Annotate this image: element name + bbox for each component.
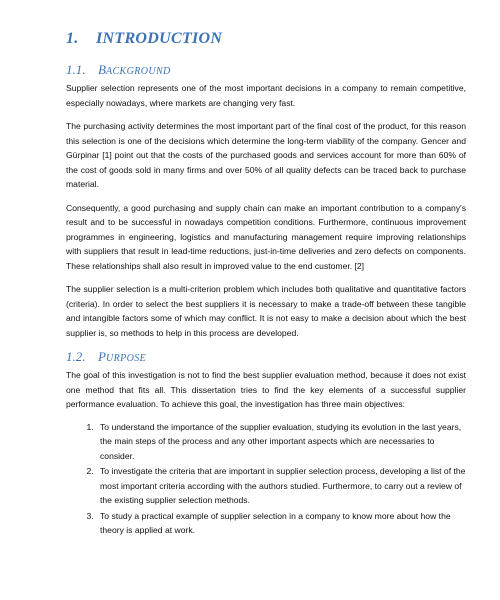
subsection-number: 1.2. bbox=[66, 349, 86, 364]
subsection-heading-purpose bbox=[66, 349, 466, 365]
list-item: 2. To investigate the criteria that are important in supplier selection process, developing a list of the most important criteria according with the authors studied. Furthermore, to carry out a review of the existing supplier selection methods. bbox=[96, 464, 466, 508]
section-title: INTRODUCTION bbox=[96, 30, 223, 47]
paragraph: The goal of this investigation is not to find the best supplier evaluation method, because it does not exist one method that fits all. This dissertation tries to find the key elements of a successful supplier performance evaluation. To achieve this goal, the investigation has three main objectives: bbox=[66, 370, 466, 409]
objectives-list bbox=[66, 420, 466, 538]
subsection-title: PURPOSE bbox=[98, 349, 147, 364]
paragraph: The supplier selection is a multi-criterion problem which includes both qualitative and quantitative factors (criteria). In order to select the best suppliers it is necessary to make a trade-off between these tangible and intangible factors some of which may conflict. It is not easy to make a decision about which the best supplier is, so methods to help in this process are developed. bbox=[66, 284, 466, 338]
subsection-title: BACKGROUND bbox=[98, 62, 171, 77]
section-number: 1. bbox=[66, 30, 79, 47]
paragraph: Consequently, a good purchasing and supply chain can make an important contribution to a company's result and to be successful in nowadays competition conditions. Furthermore, continuous improvement programmes in engineering, logistics and manufacturing management require improving relationships with suppliers that result in lead-time reductions, just-in-time deliveries and zero defects on components. These relationships shall also result in improved value to the end customer. [2] bbox=[66, 202, 466, 271]
section-heading bbox=[66, 30, 466, 48]
list-item: 3. To study a practical example of supplier selection in a company to know more about how the theory is applied at work. bbox=[96, 509, 466, 538]
subsection-heading-background bbox=[66, 62, 466, 78]
subsection-number: 1.1. bbox=[66, 62, 86, 77]
list-item: 1. To understand the importance of the supplier evaluation, studying its evolution in the last years, the main steps of the process and any other important aspects which are necessaries to consider. bbox=[96, 420, 466, 464]
paragraph: Supplier selection represents one of the most important decisions in a company to remain competitive, especially nowadays, where markets are changing very fast. bbox=[66, 83, 466, 108]
paragraph: The purchasing activity determines the most important part of the final cost of the product, for this reason this selection is one of the decisions which determine the long-term viability of the company. Gencer and Gürpinar [1] point out that the costs of the purchased goods and services account for more than 60% of the cost of goods sold in many firms and over 50% of all quality defects can be traced back to purchase material. bbox=[66, 121, 466, 189]
